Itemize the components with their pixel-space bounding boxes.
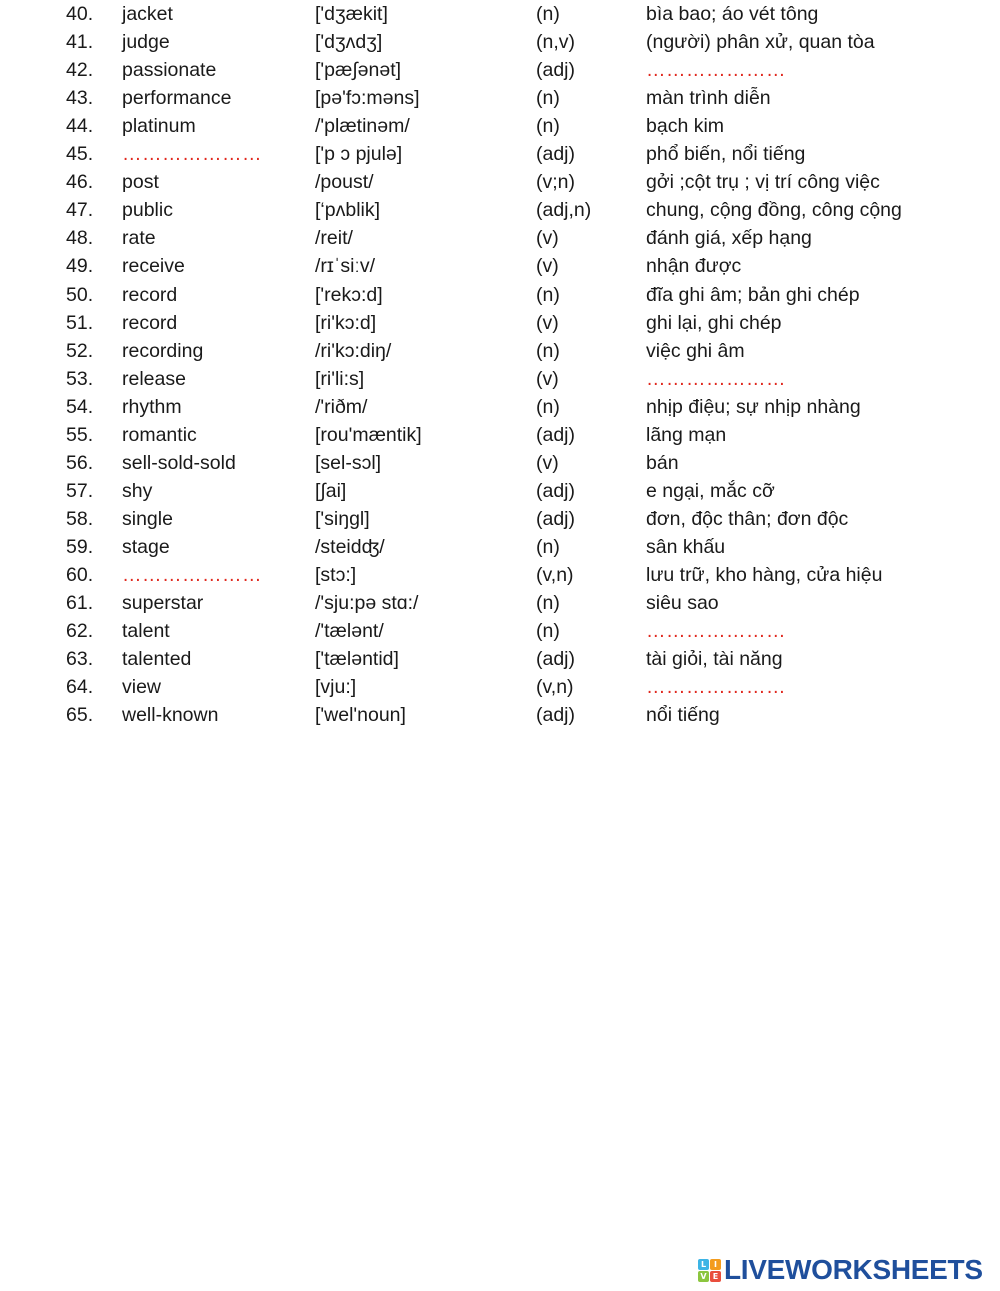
meaning-blank[interactable]: ………………… bbox=[646, 676, 786, 699]
item-number: 54. bbox=[66, 395, 94, 418]
word: rate bbox=[122, 227, 156, 250]
word: post bbox=[122, 171, 159, 194]
part-of-speech: (n) bbox=[536, 3, 560, 25]
vocab-row bbox=[0, 224, 1000, 252]
part-of-speech: (v) bbox=[536, 227, 559, 250]
item-number: 48. bbox=[66, 227, 94, 250]
part-of-speech: (n) bbox=[536, 535, 560, 558]
part-of-speech: (v,n) bbox=[536, 676, 574, 699]
part-of-speech: (n) bbox=[536, 395, 560, 418]
pronunciation: /rɪˈsiːv/ bbox=[315, 255, 376, 278]
item-number: 41. bbox=[66, 31, 94, 54]
pronunciation: ['rekɔ:d] bbox=[315, 283, 383, 306]
vocab-row bbox=[0, 365, 1000, 393]
meaning: lưu trữ, kho hàng, cửa hiệu bbox=[646, 564, 883, 586]
word: stage bbox=[122, 535, 170, 558]
meaning-blank[interactable]: ………………… bbox=[646, 620, 786, 643]
pronunciation: ['dʒækit] bbox=[315, 3, 388, 25]
pronunciation: /steidʤ/ bbox=[315, 535, 385, 558]
vocab-row bbox=[0, 196, 1000, 224]
pronunciation: [sel-sɔl] bbox=[315, 451, 382, 474]
word: shy bbox=[122, 479, 153, 502]
meaning: nổi tiếng bbox=[646, 704, 720, 727]
logo-text: LIVEWORKSHEETS bbox=[724, 1254, 983, 1285]
meaning: đánh giá, xếp hạng bbox=[646, 227, 812, 250]
pronunciation: ['tæləntid] bbox=[315, 648, 399, 671]
meaning-blank[interactable]: ………………… bbox=[646, 59, 786, 82]
vocab-row bbox=[0, 645, 1000, 673]
item-number: 49. bbox=[66, 255, 94, 278]
pronunciation: /'riðm/ bbox=[315, 395, 368, 418]
meaning: tài giỏi, tài năng bbox=[646, 648, 783, 671]
meaning: lãng mạn bbox=[646, 423, 727, 446]
word: record bbox=[122, 283, 178, 306]
pronunciation: /ri'kɔ:diŋ/ bbox=[315, 339, 392, 362]
vocab-row bbox=[0, 617, 1000, 645]
logo-blocks-icon bbox=[698, 1259, 721, 1282]
item-number: 50. bbox=[66, 283, 94, 306]
vocab-row bbox=[0, 56, 1000, 84]
logo-block: E bbox=[710, 1271, 721, 1282]
word: passionate bbox=[122, 59, 217, 82]
meaning: đơn, độc thân; đơn độc bbox=[646, 507, 849, 530]
logo-block: L bbox=[698, 1259, 709, 1270]
part-of-speech: (v) bbox=[536, 451, 559, 474]
pronunciation: [stɔ:] bbox=[315, 564, 357, 586]
item-number: 52. bbox=[66, 339, 94, 362]
vocab-row bbox=[0, 28, 1000, 56]
part-of-speech: (v) bbox=[536, 367, 559, 390]
part-of-speech: (n) bbox=[536, 620, 560, 643]
liveworksheets-logo[interactable] bbox=[698, 1254, 983, 1286]
item-number: 58. bbox=[66, 507, 94, 530]
part-of-speech: (adj) bbox=[536, 648, 576, 671]
word: superstar bbox=[122, 592, 204, 615]
word-blank[interactable]: ………………… bbox=[122, 143, 262, 166]
item-number: 53. bbox=[66, 367, 94, 390]
item-number: 59. bbox=[66, 535, 94, 558]
word: talent bbox=[122, 620, 170, 643]
item-number: 51. bbox=[66, 311, 94, 334]
meaning-blank[interactable]: ………………… bbox=[646, 367, 786, 390]
vocab-row bbox=[0, 0, 1000, 28]
pronunciation: [‘pʌblik] bbox=[315, 199, 381, 222]
meaning: e ngại, mắc cỡ bbox=[646, 479, 775, 502]
meaning: nhận được bbox=[646, 255, 742, 278]
word: jacket bbox=[122, 3, 173, 25]
meaning: đĩa ghi âm; bản ghi chép bbox=[646, 283, 860, 306]
pronunciation: /poust/ bbox=[315, 171, 374, 194]
item-number: 57. bbox=[66, 479, 94, 502]
word: performance bbox=[122, 87, 232, 110]
meaning: bán bbox=[646, 451, 679, 474]
vocab-row bbox=[0, 393, 1000, 421]
meaning: việc ghi âm bbox=[646, 339, 745, 362]
pronunciation: [pə'fɔ:məns] bbox=[315, 87, 420, 110]
item-number: 63. bbox=[66, 648, 94, 671]
item-number: 60. bbox=[66, 564, 94, 586]
part-of-speech: (n,v) bbox=[536, 31, 575, 54]
pronunciation: ['pæ∫ənət] bbox=[315, 59, 402, 82]
word: view bbox=[122, 676, 162, 699]
pronunciation: /'plætinəm/ bbox=[315, 115, 410, 138]
item-number: 43. bbox=[66, 87, 94, 110]
vocab-row bbox=[0, 252, 1000, 280]
part-of-speech: (adj) bbox=[536, 479, 576, 502]
word: release bbox=[122, 367, 186, 390]
vocab-row bbox=[0, 589, 1000, 617]
part-of-speech: (n) bbox=[536, 339, 560, 362]
vocab-row bbox=[0, 140, 1000, 168]
item-number: 42. bbox=[66, 59, 94, 82]
word: talented bbox=[122, 648, 192, 671]
part-of-speech: (adj) bbox=[536, 704, 576, 727]
vocab-row bbox=[0, 168, 1000, 196]
word: romantic bbox=[122, 423, 197, 446]
pronunciation: [vju:] bbox=[315, 676, 357, 699]
pronunciation: /reit/ bbox=[315, 227, 353, 250]
item-number: 55. bbox=[66, 423, 94, 446]
part-of-speech: (v) bbox=[536, 255, 559, 278]
vocab-row bbox=[0, 421, 1000, 449]
word: platinum bbox=[122, 115, 196, 138]
part-of-speech: (n) bbox=[536, 283, 560, 306]
vocab-row bbox=[0, 701, 1000, 729]
meaning: ghi lại, ghi chép bbox=[646, 311, 782, 334]
vocab-row bbox=[0, 449, 1000, 477]
part-of-speech: (adj) bbox=[536, 423, 576, 446]
vocab-row bbox=[0, 477, 1000, 505]
item-number: 46. bbox=[66, 171, 94, 194]
part-of-speech: (v,n) bbox=[536, 564, 574, 586]
part-of-speech: (n) bbox=[536, 87, 560, 110]
logo-block: V bbox=[698, 1271, 709, 1282]
word: judge bbox=[122, 31, 170, 54]
meaning: chung, cộng đồng, công cộng bbox=[646, 199, 902, 222]
vocab-row bbox=[0, 309, 1000, 337]
word: recording bbox=[122, 339, 204, 362]
vocab-row bbox=[0, 673, 1000, 701]
word: record bbox=[122, 311, 178, 334]
item-number: 56. bbox=[66, 451, 94, 474]
pronunciation: [rou'mæntik] bbox=[315, 423, 422, 446]
meaning: sân khấu bbox=[646, 535, 726, 558]
vocab-row bbox=[0, 281, 1000, 309]
word: rhythm bbox=[122, 395, 182, 418]
pronunciation: ['dʒʌdʒ] bbox=[315, 31, 383, 54]
meaning: phổ biến, nổi tiếng bbox=[646, 143, 806, 166]
part-of-speech: (adj) bbox=[536, 59, 576, 82]
vocab-row bbox=[0, 337, 1000, 365]
pronunciation: ['wel'noun] bbox=[315, 704, 406, 727]
item-number: 64. bbox=[66, 676, 94, 699]
pronunciation: ['siŋgl] bbox=[315, 507, 370, 530]
item-number: 45. bbox=[66, 143, 94, 166]
vocab-row bbox=[0, 84, 1000, 112]
word: single bbox=[122, 507, 173, 530]
meaning: siêu sao bbox=[646, 592, 719, 615]
item-number: 44. bbox=[66, 115, 94, 138]
item-number: 47. bbox=[66, 199, 94, 222]
part-of-speech: (v;n) bbox=[536, 171, 575, 194]
word: receive bbox=[122, 255, 185, 278]
part-of-speech: (n) bbox=[536, 115, 560, 138]
pronunciation: [ri'kɔ:d] bbox=[315, 311, 377, 334]
part-of-speech: (v) bbox=[536, 311, 559, 334]
part-of-speech: (n) bbox=[536, 592, 560, 615]
part-of-speech: (adj,n) bbox=[536, 199, 592, 222]
meaning: màn trình diễn bbox=[646, 87, 771, 110]
part-of-speech: (adj) bbox=[536, 507, 576, 530]
pronunciation: /'tælənt/ bbox=[315, 620, 384, 643]
logo-block: I bbox=[710, 1259, 721, 1270]
vocab-row bbox=[0, 561, 1000, 589]
meaning: (người) phân xử, quan tòa bbox=[646, 31, 875, 54]
item-number: 65. bbox=[66, 704, 94, 727]
word: well-known bbox=[122, 704, 219, 727]
meaning: bạch kim bbox=[646, 115, 725, 138]
pronunciation: [ri'li:s] bbox=[315, 367, 365, 390]
word: public bbox=[122, 199, 173, 222]
item-number: 61. bbox=[66, 592, 94, 615]
vocab-row bbox=[0, 505, 1000, 533]
meaning: nhịp điệu; sự nhịp nhàng bbox=[646, 395, 861, 418]
word: sell-sold-sold bbox=[122, 451, 236, 474]
pronunciation: /'sju:pə stɑ:/ bbox=[315, 592, 419, 615]
part-of-speech: (adj) bbox=[536, 143, 576, 166]
item-number: 40. bbox=[66, 3, 94, 25]
pronunciation: [∫ai] bbox=[315, 479, 347, 502]
pronunciation: ['p ɔ pjulə] bbox=[315, 143, 403, 166]
word-blank[interactable]: ………………… bbox=[122, 564, 262, 586]
meaning: bìa bao; áo vét tông bbox=[646, 3, 819, 25]
item-number: 62. bbox=[66, 620, 94, 643]
vocab-row bbox=[0, 533, 1000, 561]
vocab-row bbox=[0, 112, 1000, 140]
meaning: gởi ;cột trụ ; vị trí công việc bbox=[646, 171, 880, 194]
